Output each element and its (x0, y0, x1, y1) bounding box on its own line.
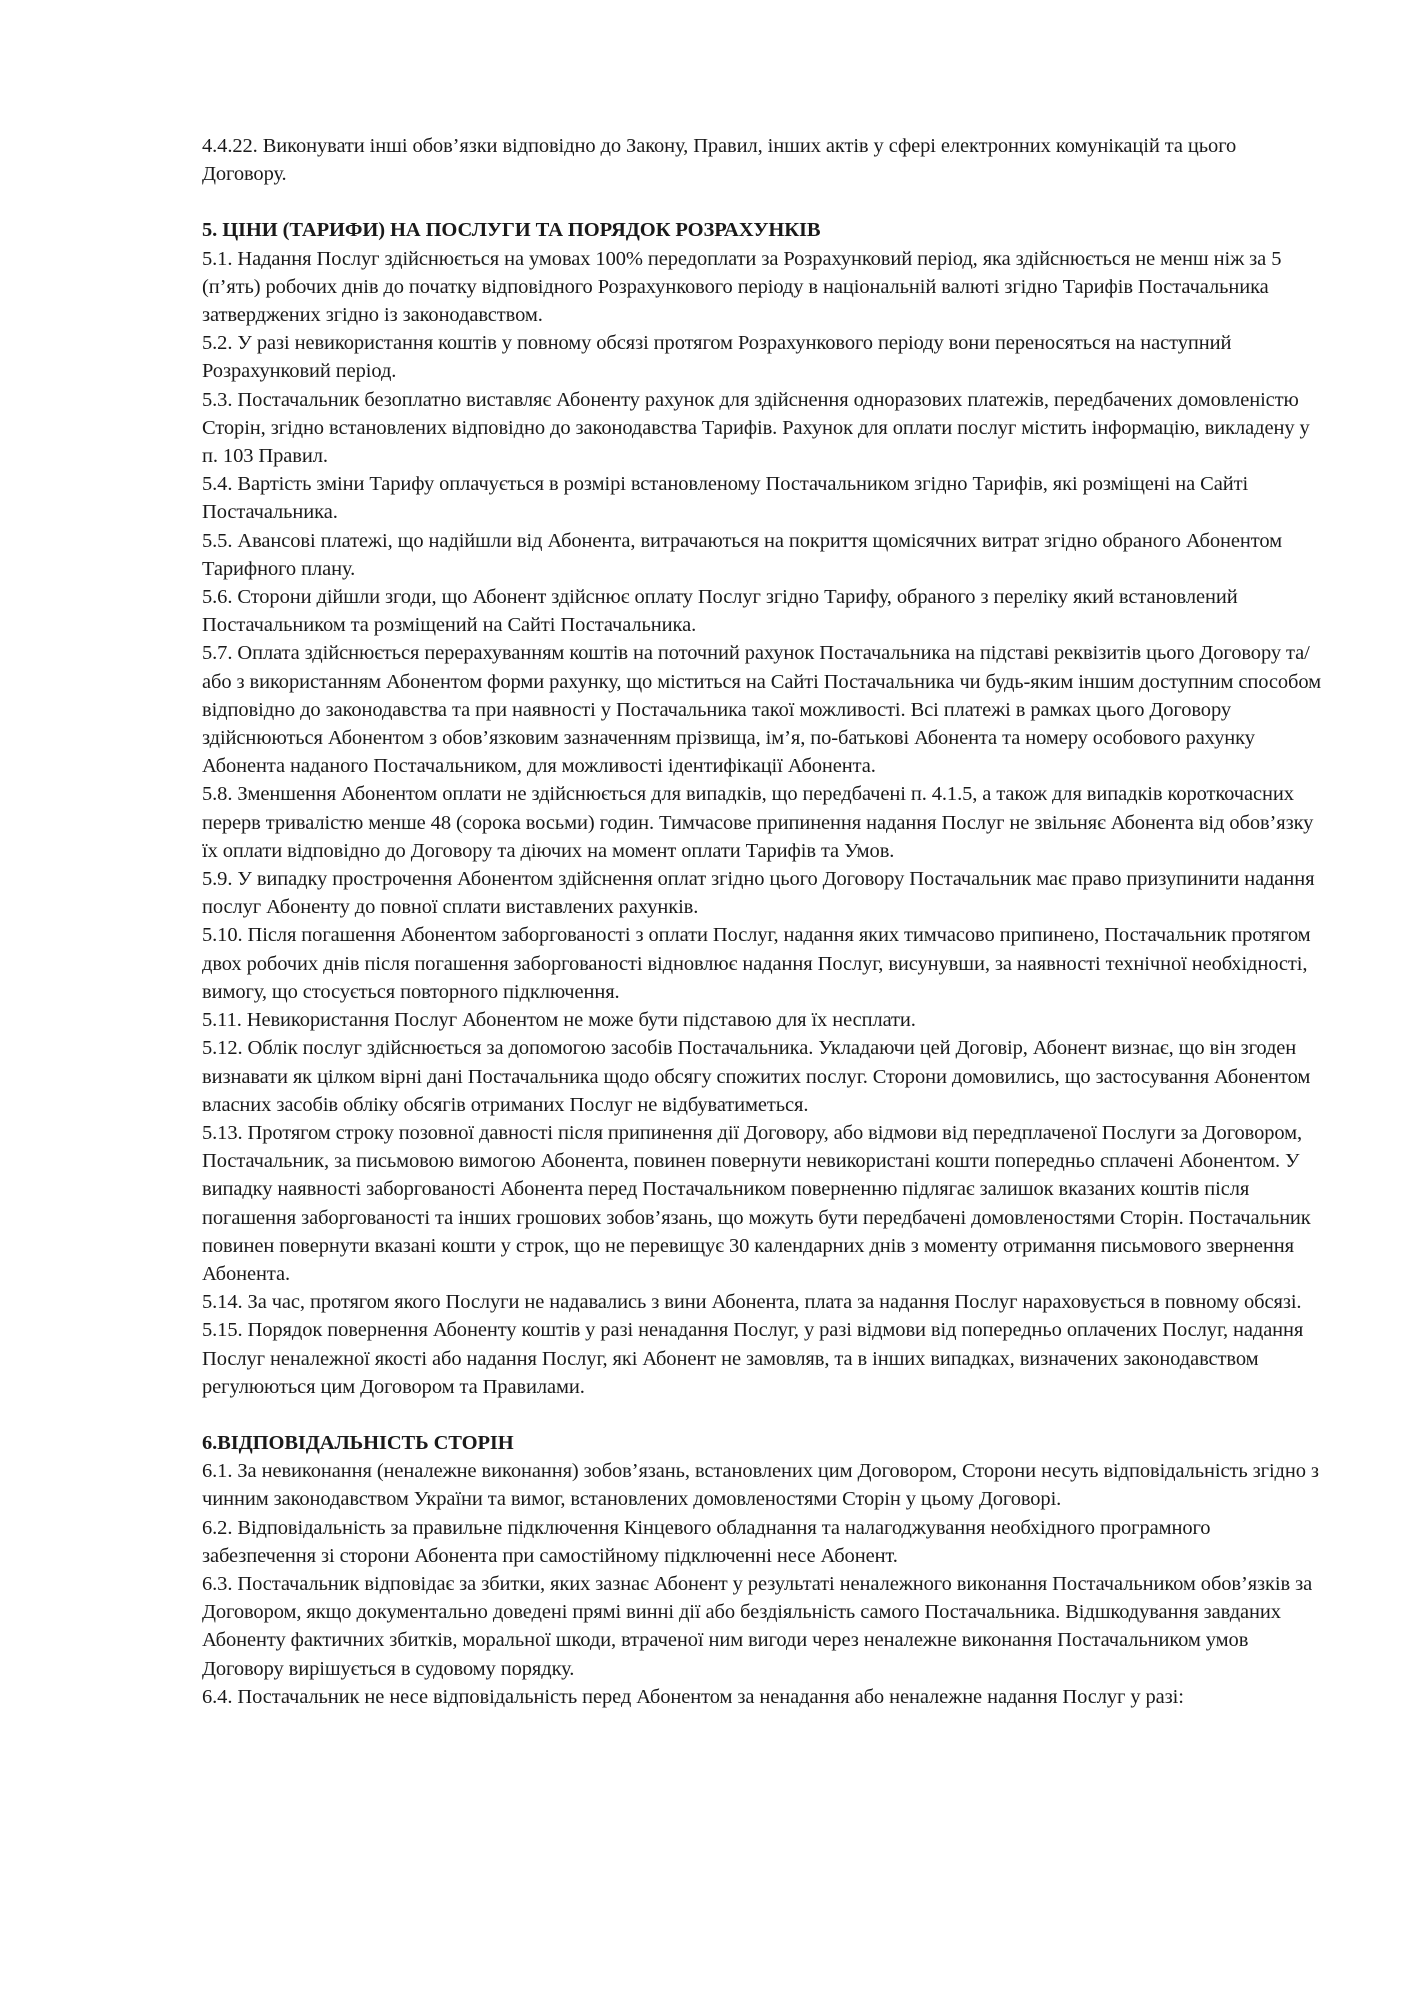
clause-6-3: 6.3. Постачальник відповідає за збитки, яких зазнає Абонент у результаті неналежного виконання Постачальником обов’язків за Договором, якщо документально доведені прямі винні дії або бездіяльність самого Постачальника. Відшкодування завданих Абоненту фактичних збитків, моральної шкоди, втраченої ним вигоди через неналежне виконання Постачальником умов Договору вирішується в судовому порядку. (202, 1572, 1313, 1680)
clause-6-4: 6.4. Постачальник не несе відповідальність перед Абонентом за ненадання або неналежне надання Послуг у разі: (202, 1685, 1184, 1708)
clause-6-1: 6.1. За невиконання (неналежне виконання) зобов’язань, встановлених цим Договором, Сторони несуть відповідальність згідно з чинним законодавством України та вимог, встановлених домовленостями Сторін у цьому Договорі. (202, 1460, 1319, 1511)
clause-5-12: 5.12. Облік послуг здійснюється за допомогою засобів Постачальника. Укладаючи цей Договір, Абонент визнає, що він згоден визнавати як цілком вірні дані Постачальника щодо обсягу спожитих послуг. Сторони домовились, що застосування Абонентом власних засобів обліку обсягів отриманих Послуг не відбуватиметься. (202, 1037, 1311, 1116)
clause-5-14: 5.14. За час, протягом якого Послуги не надавались з вини Абонента, плата за надання Послуг нараховується в повному обсязі. (202, 1291, 1302, 1314)
section-5-heading: 5. ЦІНИ (ТАРИФИ) НА ПОСЛУГИ ТА ПОРЯДОК РОЗРАХУНКІВ (202, 219, 821, 242)
clause-5-3: 5.3. Постачальник безоплатно виставляє Абоненту рахунок для здійснення одноразових платежів, передбачених домовленістю Сторін, згідно встановлених відповідно до законодавства Тарифів. Рахунок для оплати послуг містить інформацію, викладену у п. 103 Правил. (202, 388, 1310, 468)
clause-5-8: 5.8. Зменшення Абонентом оплати не здійснюється для випадків, що передбачені п. 4.1.5, а також для випадків короткочасних перерв тривалістю менше 48 (сорока восьми) годин. Тимчасове припинення надання Послуг не звільняє Абонента від обов’язку їх оплати відповідно до Договору та діючих на момент оплати Тарифів та Умов. (202, 783, 1314, 862)
clause-5-5: 5.5. Авансові платежі, що надійшли від Абонента, витрачаються на покриття щомісячних витрат згідно обраного Абонентом Тарифного плану. (202, 529, 1282, 580)
section-6-heading: 6.ВІДПОВІДАЛЬНІСТЬ СТОРІН (202, 1431, 514, 1454)
clause-5-15: 5.15. Порядок повернення Абоненту коштів у разі ненадання Послуг, у разі відмови від попередньо оплачених Послуг, надання Послуг неналежної якості або надання Послуг, які Абонент не замовляв, та в інших випадках, визначених законодавством регулюються цим Договором та Правилами. (202, 1319, 1304, 1398)
clause-4-4-22: 4.4.22. Виконувати інші обов’язки відповідно до Закону, Правил, інших актів у сфері електронних комунікацій та цього Договору. (202, 135, 1237, 186)
section-5-body (202, 245, 1322, 1401)
clause-5-11: 5.11. Невикористання Послуг Абонентом не може бути підставою для їх несплати. (202, 1009, 916, 1032)
clause-5-4: 5.4. Вартість зміни Тарифу оплачується в розмірі встановленому Постачальником згідно Тарифів, які розміщені на Сайті Постачальника. (202, 473, 1249, 524)
clause-5-6: 5.6. Сторони дійшли згоди, що Абонент здійснює оплату Послуг згідно Тарифу, обраного з переліку який встановлений Постачальником та розміщений на Сайті Постачальника. (202, 586, 1238, 637)
clause-6-2: 6.2. Відповідальність за правильне підключення Кінцевого обладнання та налагоджування необхідного програмного забезпечення зі сторони Абонента при самостійному підключенні несе Абонент. (202, 1516, 1211, 1567)
clause-5-2: 5.2. У разі невикористання коштів у повному обсязі протягом Розрахункового періоду вони переносяться на наступний Розрахунковий період. (202, 332, 1232, 383)
clause-5-1: 5.1. Надання Послуг здійснюється на умовах 100% передоплати за Розрахунковий період, яка здійснюється не менш ніж за 5 (п’ять) робочих днів до початку відповідного Розрахункового періоду в національній валюті згідно Тарифів Постачальника затверджених згідно із законодавством. (202, 247, 1282, 327)
section-6-body (202, 1457, 1322, 1711)
clause-5-13: 5.13. Протягом строку позовної давності після припинення дії Договору, або відмови від передплаченої Послуги за Договором, Постачальник, за письмовою вимогою Абонента, повинен повернути невикористані кошти попередньо сплачені Абонентом. У випадку наявності заборгованості Абонента перед Постачальником поверненню підлягає залишок вказаних коштів після погашення заборгованості та інших грошових зобов’язань, що можуть бути передбачені домовленостями Сторін. Постачальник повинен повернути вказані кошти у строк, що не перевищує 30 календарних днів з моменту отримання письмового звернення Абонента. (202, 1121, 1311, 1285)
document-body (202, 132, 1322, 1711)
clause-5-10: 5.10. Після погашення Абонентом заборгованості з оплати Послуг, надання яких тимчасово припинено, Постачальник протягом двох робочих днів після погашення заборгованості відновлює надання Послуг, висунувши, за наявності технічної необхідності, вимогу, що стосується повторного підключення. (202, 924, 1311, 1003)
clause-5-9: 5.9. У випадку прострочення Абонентом здійснення оплат згідно цього Договору Постачальник має право призупинити надання послуг Абоненту до повної сплати виставлених рахунків. (202, 868, 1315, 919)
clause-5-7: 5.7. Оплата здійснюється перерахуванням коштів на поточний рахунок Постачальника на підставі реквізитів цього Договору та/або з використанням Абонентом форми рахунку, що міститься на Сайті Постачальника чи будь-яким іншим доступним способом відповідно до законодавства та при наявності у Постачальника такої можливості. Всі платежі в рамках цього Договору здійснюються Абонентом з обов’язковим зазначенням прізвища, ім’я, по-батькові Абонента та номеру особового рахунку Абонента наданого Постачальником, для можливості ідентифікації Абонента. (202, 642, 1322, 778)
